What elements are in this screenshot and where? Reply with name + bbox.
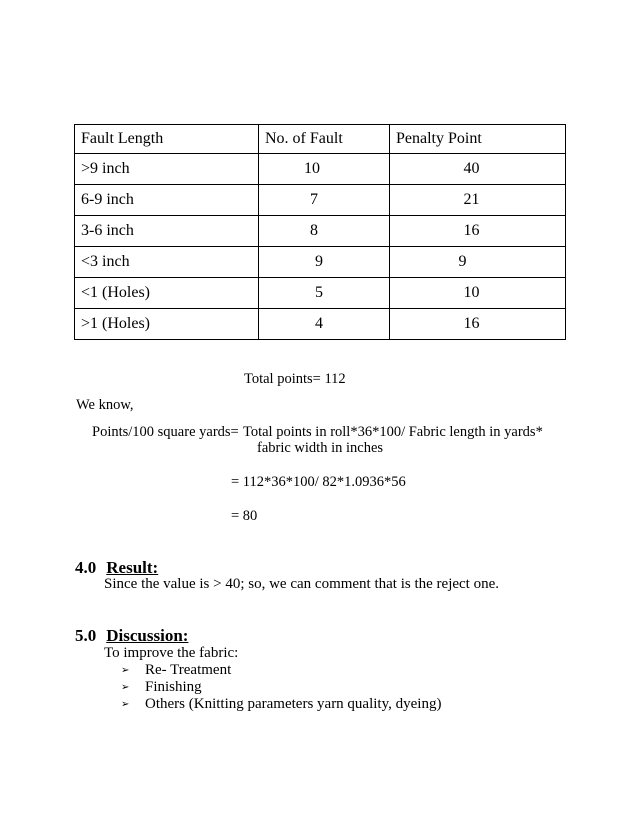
- penalty-point-cell: 9: [458, 253, 467, 270]
- result-section-number: 4.0: [75, 558, 97, 577]
- fault-length-cell: <1 (Holes): [75, 278, 259, 309]
- formula-line-2: fabric width in inches: [257, 440, 384, 456]
- fault-count-cell: 8: [310, 222, 318, 239]
- fault-length-cell: 3-6 inch: [75, 216, 259, 247]
- fault-count-cell: 4: [315, 315, 323, 332]
- list-item: [121, 679, 202, 696]
- table-row: [75, 154, 566, 185]
- discussion-heading: [75, 626, 188, 646]
- we-know-text: We know,: [76, 397, 134, 413]
- fault-length-cell: >9 inch: [75, 154, 259, 185]
- table-header-row: [75, 125, 566, 154]
- discussion-section-title: Discussion:: [106, 626, 189, 645]
- fault-length-cell: 6-9 inch: [75, 185, 259, 216]
- calculation-step-2: = 80: [231, 508, 258, 524]
- table-row: [75, 278, 566, 309]
- table-row: [75, 247, 566, 278]
- fault-penalty-table: [74, 124, 566, 340]
- penalty-point-cell: 16: [463, 315, 480, 332]
- fault-length-cell: <3 inch: [75, 247, 259, 278]
- list-item: [121, 662, 231, 679]
- arrow-bullet-icon: ➢: [121, 699, 130, 710]
- arrow-bullet-icon: ➢: [121, 682, 130, 693]
- fault-length-cell: >1 (Holes): [75, 309, 259, 340]
- penalty-point-cell: 21: [463, 191, 480, 208]
- result-text: Since the value is > 40; so, we can comment that is the reject one.: [104, 576, 500, 592]
- discussion-intro: To improve the fabric:: [104, 645, 239, 661]
- result-section-title: Result:: [106, 558, 159, 577]
- fault-count-cell: 7: [310, 191, 318, 208]
- list-item-text: Finishing: [145, 679, 202, 695]
- result-heading: [75, 558, 158, 578]
- fault-count-cell: 9: [315, 253, 323, 270]
- penalty-point-cell: 40: [463, 160, 480, 177]
- table-row: [75, 309, 566, 340]
- header-fault-length: Fault Length: [75, 125, 259, 154]
- arrow-bullet-icon: ➢: [121, 665, 130, 676]
- fault-count-cell: 10: [304, 160, 320, 177]
- penalty-point-cell: 10: [463, 284, 480, 301]
- formula-label: Points/100 square yards=: [92, 424, 239, 440]
- header-penalty-point: Penalty Point: [390, 125, 566, 154]
- table-row: [75, 216, 566, 247]
- formula-line-1: Total points in roll*36*100/ Fabric length in yards*: [243, 424, 543, 440]
- calculation-step-1: = 112*36*100/ 82*1.0936*56: [231, 474, 406, 490]
- header-no-of-fault: No. of Fault: [259, 125, 390, 154]
- list-item: [121, 696, 441, 713]
- fault-count-cell: 5: [315, 284, 323, 301]
- table-row: [75, 185, 566, 216]
- discussion-section-number: 5.0: [75, 626, 97, 645]
- total-points: Total points= 112: [244, 371, 346, 387]
- list-item-text: Others (Knitting parameters yarn quality, dyeing): [145, 696, 442, 712]
- penalty-point-cell: 16: [463, 222, 480, 239]
- list-item-text: Re- Treatment: [145, 662, 232, 678]
